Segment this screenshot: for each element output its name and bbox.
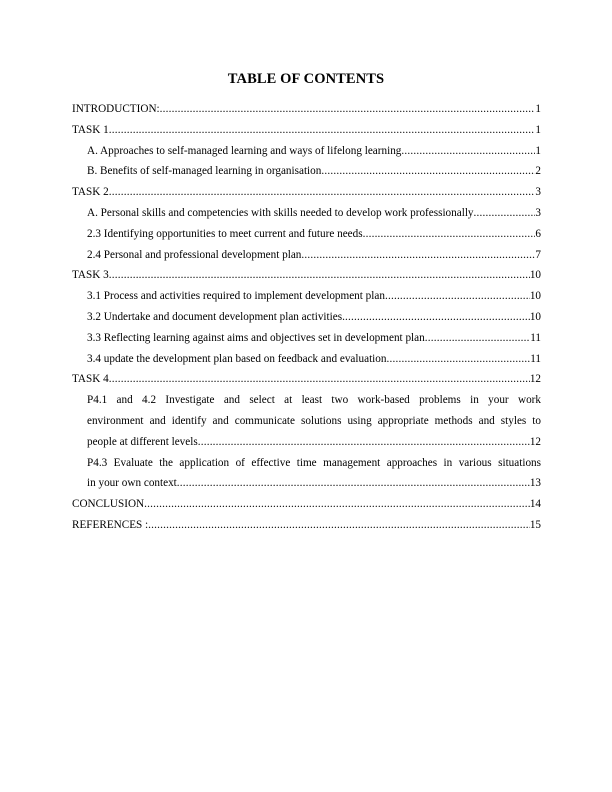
toc-page-number: 15 — [529, 518, 541, 531]
dot-leader — [425, 328, 531, 349]
toc-page-number: 1 — [535, 123, 541, 136]
toc-entry-p4-1-4-2[interactable] — [87, 390, 541, 452]
toc-entry-3-2[interactable] — [87, 307, 541, 328]
toc-entry-label: 3.3 Reflecting learning against aims and objectives set in development plan — [87, 331, 425, 344]
toc-entry-label: 3.4 update the development plan based on feedback and evaluation — [87, 352, 387, 365]
toc-page-number: 7 — [535, 248, 541, 261]
toc-entry-references[interactable] — [72, 515, 541, 536]
dot-leader — [109, 182, 536, 203]
dot-leader — [109, 265, 530, 286]
toc-entry-label: REFERENCES : — [72, 518, 149, 531]
dot-leader — [177, 473, 530, 494]
dot-leader — [109, 120, 536, 141]
dot-leader — [385, 286, 530, 307]
toc-entry-p4-3[interactable] — [87, 453, 541, 495]
toc-entry-label: TASK 3 — [72, 269, 109, 282]
page-title: TABLE OF CONTENTS — [227, 71, 385, 87]
toc-entry-label-line: in your own context — [87, 477, 177, 490]
toc-entry-label: B. Benefits of self-managed learning in organisation — [87, 165, 322, 178]
toc-entry-label: CONCLUSION — [72, 498, 145, 511]
toc-entry-label-line: P4.3 Evaluate the application of effective time management approaches in various situations — [87, 456, 541, 469]
toc-entry-label: 2.4 Personal and professional development plan — [87, 248, 302, 261]
dot-leader — [198, 432, 530, 453]
toc-entry-label: A. Personal skills and competencies with skills needed to develop work professionally — [87, 206, 474, 219]
toc-page-number: 14 — [529, 498, 541, 511]
toc-page-number: 11 — [530, 331, 541, 344]
dot-leader — [109, 369, 530, 390]
toc-page-number: 6 — [535, 227, 541, 240]
toc-entry-conclusion[interactable] — [72, 494, 541, 515]
toc-page-number: 10 — [529, 310, 541, 323]
dot-leader — [160, 99, 536, 120]
toc-entry-task-4[interactable] — [72, 369, 541, 390]
toc-page-number: 2 — [535, 165, 541, 178]
toc-entry-3-1[interactable] — [87, 286, 541, 307]
toc-entry-label: 3.1 Process and activities required to implement development plan — [87, 290, 385, 303]
toc-page-number: 1 — [535, 103, 541, 115]
dot-leader — [363, 224, 536, 245]
toc-entry-label-line: environment and identify and communicate solutions using appropriate methods and styles to — [87, 414, 541, 427]
toc-entry-label-line: people at different levels — [87, 435, 198, 448]
toc-entry-task-3[interactable] — [72, 265, 541, 286]
dot-leader — [148, 515, 530, 536]
toc-entry-3-4[interactable] — [87, 349, 541, 370]
dot-leader — [342, 307, 530, 328]
dot-leader — [474, 203, 536, 224]
dot-leader — [144, 494, 530, 515]
toc-page-number: 3 — [535, 206, 541, 219]
toc-page-number: 11 — [530, 352, 541, 365]
table-of-contents — [72, 99, 541, 536]
toc-entry-label: INTRODUCTION: — [72, 103, 160, 115]
dot-leader — [401, 141, 535, 162]
toc-page-number: 13 — [529, 477, 541, 490]
toc-entry-label: 2.3 Identifying opportunities to meet current and future needs — [87, 227, 363, 240]
toc-entry-label-line: P4.1 and 4.2 Investigate and select at least two work-based problems in your work — [87, 394, 541, 407]
toc-page-number: 3 — [535, 186, 541, 199]
toc-entry-task-2[interactable] — [72, 182, 541, 203]
dot-leader — [301, 245, 535, 266]
toc-entry-label: A. Approaches to self-managed learning and ways of lifelong learning — [87, 144, 402, 157]
toc-entry-label: TASK 1 — [72, 123, 109, 136]
toc-page-number: 12 — [529, 373, 541, 386]
toc-entry-2a[interactable] — [87, 203, 541, 224]
dot-leader — [386, 349, 530, 370]
toc-page-number: 1 — [535, 144, 541, 157]
toc-page-number: 10 — [529, 290, 541, 303]
toc-entry-3-3[interactable] — [87, 328, 541, 349]
dot-leader — [321, 161, 535, 182]
toc-page-number: 12 — [529, 435, 541, 448]
toc-entry-task-1[interactable] — [72, 120, 541, 141]
toc-entry-label: TASK 2 — [72, 186, 109, 199]
toc-entry-introduction[interactable] — [72, 99, 541, 120]
toc-entry-label: 3.2 Undertake and document development plan activities — [87, 310, 343, 323]
toc-entry-1b[interactable] — [87, 161, 541, 182]
toc-page-number: 10 — [529, 269, 541, 282]
toc-entry-label: TASK 4 — [72, 373, 109, 386]
toc-entry-2-4[interactable] — [87, 245, 541, 266]
toc-entry-2-3[interactable] — [87, 224, 541, 245]
toc-entry-1a[interactable] — [87, 141, 541, 162]
